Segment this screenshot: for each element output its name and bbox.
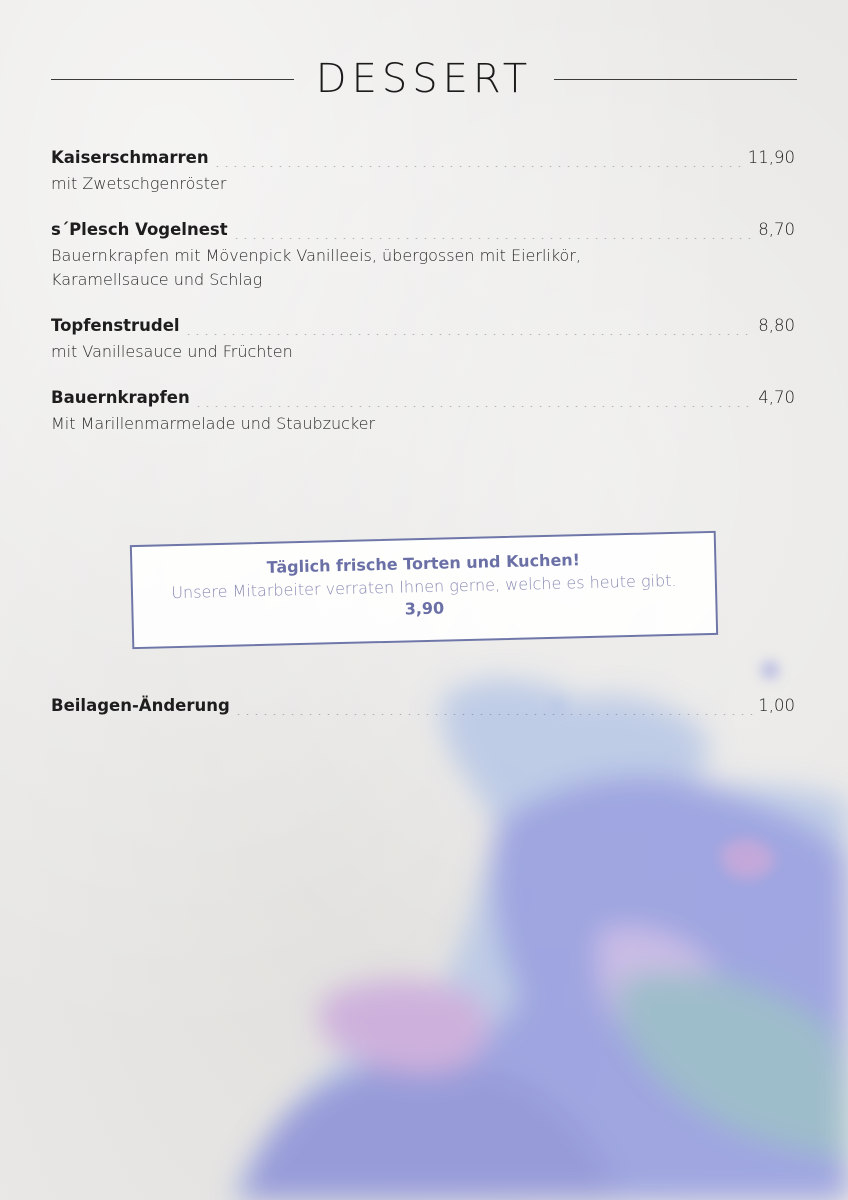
menu-item-name: Topfenstrudel: [51, 316, 180, 335]
leader-dots: [234, 714, 754, 715]
menu-item-description-line-2: Karamellsauce und Schlag: [51, 270, 263, 289]
leader-dots: [184, 334, 755, 335]
menu-item-price: 1,00: [758, 696, 795, 715]
menu-item-price: 4,70: [758, 388, 795, 407]
notice-price: 3,90: [404, 598, 445, 619]
menu-item-beilagen-aenderung: [51, 696, 795, 720]
notice-text: Unsere Mitarbeiter verraten Ihnen gerne, welche es heute gibt.: [171, 570, 677, 603]
menu-item-kaiserschmarren: [51, 148, 795, 196]
leader-dots: [213, 166, 744, 167]
menu-item-name: s´Plesch Vogelnest: [51, 220, 228, 239]
menu-item-vogelnest: [51, 220, 795, 292]
menu-item-name: Bauernkrapfen: [51, 388, 190, 407]
menu-item-price: 11,90: [747, 148, 795, 167]
leader-dots: [194, 406, 755, 407]
menu-item-description: mit Vanillesauce und Früchten: [51, 342, 293, 361]
menu-item-description-line-1: Bauernkrapfen mit Mövenpick Vanilleeis, übergossen mit Eierlikör,: [51, 246, 581, 265]
header-rule-left: [51, 79, 294, 80]
menu-item-name: Beilagen-Änderung: [51, 696, 230, 715]
header-rule-right: [554, 79, 797, 80]
leader-dots: [232, 238, 755, 239]
daily-cakes-notice: [130, 531, 718, 649]
menu-item-description: mit Zwetschgenröster: [51, 174, 227, 193]
menu-item-name: Kaiserschmarren: [51, 148, 209, 167]
menu-item-bauernkrapfen: [51, 388, 795, 436]
menu-item-price: 8,80: [758, 316, 795, 335]
notice-title: Täglich frische Torten und Kuchen!: [266, 550, 581, 577]
menu-item-topfenstrudel: [51, 316, 795, 364]
page-title: DESSERT: [315, 56, 533, 102]
menu-item-price: 8,70: [758, 220, 795, 239]
menu-item-description: Mit Marillenmarmelade und Staubzucker: [51, 414, 376, 433]
page-header: [51, 54, 797, 104]
